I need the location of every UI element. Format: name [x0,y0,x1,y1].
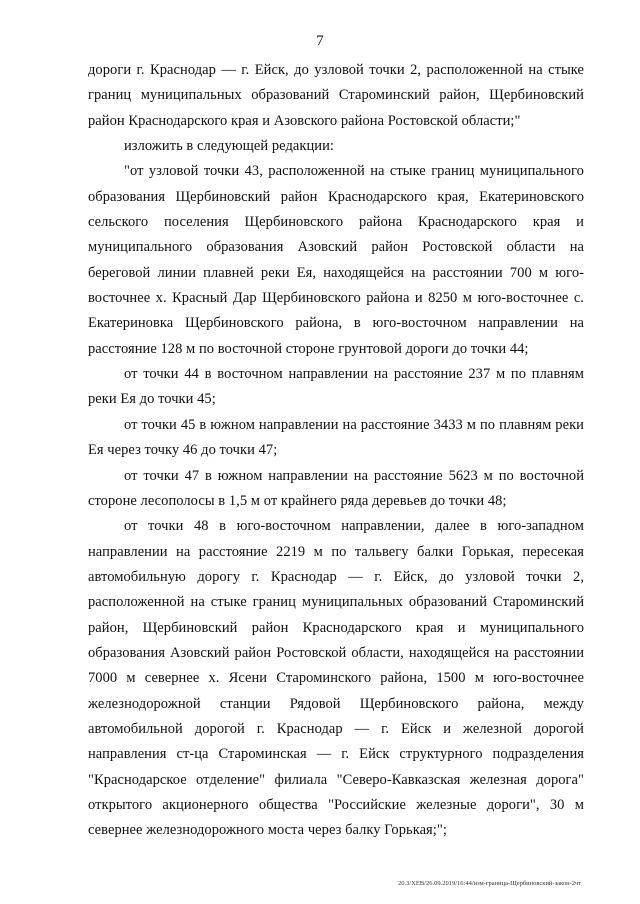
document-footer-id: 20.3/ХЕВ/26.09.2019/16:44/изм-граница-Щербиновский-закон-2чт [398,880,582,887]
paragraph-point-45: от точки 45 в южном направлении на расстояние 3433 м по плавням реки Ея через точку 46 до точки 47; [88,416,584,459]
paragraph-edit-instruction: изложить в следующей редакции: [124,138,334,155]
paragraph-point-43: "от узловой точки 43, расположенной на стыке границ муниципального образования Щербиновский район Краснодарского края, Екатериновского сельского поселения Щербиновского района Краснодарского края и муниципального образования Азовский район Ростовской области на береговой линии плавней реки Ея, находящейся на расстоянии 700 м юго-восточнее х. Красный Дар Щербиновского района и 8250 м юго-восточнее с. Екатериновка Щербиновского района, в юго-восточном направлении на расстояние 128 м по восточной стороне грунтовой дороги до точки 44; [88,163,584,357]
document-body [88,58,584,844]
paragraph-point-47: от точки 47 в южном направлении на расстояние 5623 м по восточной стороне лесополосы в 1,5 м от крайнего ряда деревьев до точки 48; [88,467,584,509]
page-number: 7 [316,33,324,49]
paragraph-point-48: от точки 48 в юго-восточном направлении, далее в юго-западном направлении на расстояние 2219 м по тальвегу балки Горькая, пересекая автомобильную дорогу г. Краснодар — г. Ейск, до узловой точки 2, расположенной на стыке границ муниципальных образований Староминский район, Щербиновский район Краснодарского края и муниципального образования Азовский район Ростовской области, находящейся на расстоянии 7000 м севернее х. Ясени Староминского района, 1500 м юго-восточнее железнодорожной станции Рядовой Щербиновского района, между автомобильной дорогой г. Краснодар — г. Ейск и железной дорогой направления ст-ца Староминская — г. Ейск структурного подразделения "Краснодарское отделение" филиала "Северо-Кавказская железная дорога" открытого акционерного общества "Российские железные дороги", 30 м севернее железнодорожного моста через балку Горькая;"; [88,518,584,839]
paragraph-continuation: дороги г. Краснодар — г. Ейск, до узловой точки 2, расположенной на стыке границ муниципальных образований Староминский район, Щербиновский район Краснодарского края и Азовского района Ростовской области;" [88,62,584,129]
paragraph-point-44: от точки 44 в восточном направлении на расстояние 237 м по плавням реки Ея до точки 45; [88,366,584,408]
